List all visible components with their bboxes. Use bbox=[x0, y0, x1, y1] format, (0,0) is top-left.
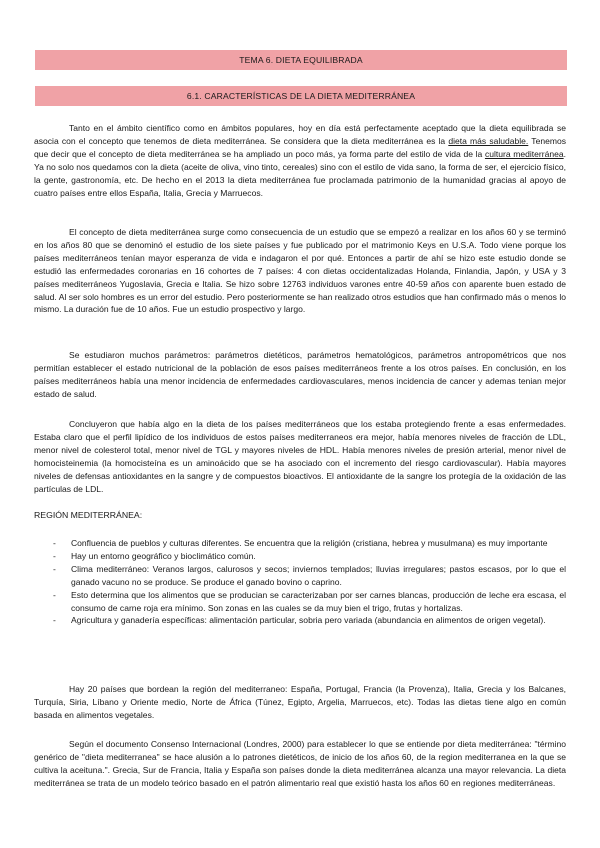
list-item bbox=[34, 614, 566, 627]
list-item-text: Esto determina que los alimentos que se producian se caracterizaban por ser carnes blancas, producción de leche era escasa, el consumo de carne roja era mínimo. Son zonas en las cuales se da muy bien el trigo, frutas y hortalizas. bbox=[71, 589, 566, 613]
paragraph-conclusions bbox=[34, 418, 566, 495]
paragraph-countries-text: Hay 20 países que bordean la región del mediterraneo: España, Portugal, Francia (la Provenza), Italia, Grecia y los Balcanes, Turquía, Siria, Líbano y Oriente medio, Norte de África (Túnez, Egipto, Argelia, Marruecos, etc). Todas las dietas tiene algo en común basada en alimentos vegetales. bbox=[34, 684, 566, 720]
paragraph-intro-text-b: Tenemos que decir que el concepto de dieta mediterránea se ha ampliado un poco más, ya forma parte del estilo de vida de la bbox=[34, 135, 566, 159]
list-item-text: Hay un entorno geográfico y bioclimático común. bbox=[71, 550, 256, 561]
paragraph-consensus bbox=[34, 738, 566, 790]
paragraph-intro bbox=[34, 122, 566, 199]
underlined-healthy-diet: dieta más saludable. bbox=[448, 135, 529, 146]
list-item bbox=[34, 589, 566, 615]
bullet-dash: - bbox=[53, 550, 56, 561]
bullet-dash: - bbox=[53, 538, 56, 548]
list-item bbox=[34, 550, 566, 563]
paragraph-seven-countries bbox=[34, 226, 566, 316]
bullet-dash: - bbox=[53, 615, 56, 626]
section-title: 6.1. CARACTERÍSTICAS DE LA DIETA MEDITERRÁNEA bbox=[35, 86, 567, 106]
list-item-text: Clima mediterráneo: Veranos largos, calurosos y secos; inviernos templados; lluvias irregulares; pastos escasos, por lo que el ganado vacuno no se produce. Se produce el ganado bovino o caprino. bbox=[71, 563, 566, 587]
region-list bbox=[34, 537, 566, 627]
paragraph-consensus-text: Según el documento Consenso Internacional (Londres, 2000) para establecer lo que se entiende por dieta mediterránea: "término genérico de "dieta mediterranea" se hace alusión a lo patrones dietéticos, de inicio de los años 60, de la region mediterranea en la que se cultiva la aceituna.". Grecia, Sur de Francia, Italia y España son países donde la dieta mediterránea alcanza una mayor relevancia. La dieta mediterránea se trata de un modelo teórico basado en el patrón alimentario real que existió hasta los años 60 en regiones mediterráneas. bbox=[34, 739, 566, 788]
paragraph-intro-text-a: Tanto en el ámbito científico como en ámbitos populares, hoy en día está perfectamente aceptado que la dieta equilibrada se asocia con el concepto que tenemos de dieta mediterránea. Se considera que la dieta mediterránea es la bbox=[34, 123, 566, 146]
paragraph-seven-countries-text: El concepto de dieta mediterránea surge como consecuencia de un estudio que se empezó a realizar en los años 60 y se terminó en los años 80 que se denominó el estudio de los siete países y fue publicado por el matrimonio Keys en U.S.A. Todo viene porque los países mediterráneos tenían mayor esperanza de vida e indagaron el por qué. Entonces a partir de ahí se hizo este estudio donde se estudió las enfermedades coronarias en 16 cohortes de 7 países: 4 con dietas occidentalizadas Holanda, Finlandia, Japón, y USA y 3 países mediterráneos Yugoslavia, Grecia e Italia. Se hizo sobre 12763 individuos varones entre 40-59 años con aparente buen estado de salud. Al ser solo hombres es un error del estudio. Pero posteriormente se han realizado otros estudios que han confirmado más o menos lo mismo. La duración fue de 10 años. Fue un estudio prospectivo y largo. bbox=[34, 227, 566, 315]
paragraph-countries bbox=[34, 683, 566, 722]
bullet-dash: - bbox=[53, 589, 56, 600]
underlined-mediterranean-culture: cultura mediterránea bbox=[484, 148, 564, 159]
region-heading: REGIÓN MEDITERRÁNEA: bbox=[34, 510, 143, 520]
paragraph-parameters bbox=[34, 349, 566, 401]
list-item-text: Agricultura y ganadería específicas: alimentación particular, sobria pero variada (abundancia en alimentos de origen vegetal). bbox=[71, 615, 546, 626]
list-item-text: Confluencia de pueblos y culturas diferentes. Se encuentra que la religión (cristiana, hebrea y musulmana) es muy importante bbox=[71, 538, 548, 548]
bullet-dash: - bbox=[53, 563, 56, 574]
paragraph-conclusions-text: Concluyeron que había algo en la dieta de los países mediterráneos que los estaba protegiendo frente a esas enfermedades. Estaba claro que el perfil lipídico de los individuos de estos países mediterraneos era mejor, había menores niveles de fracción de LDL, menor nivel de colesterol total, menor nivel de TGL y mayores niveles de HDL. Había menores niveles de presión arterial, menor nivel de homocisteinemia (la homocisteína es un aminoácido que se ha asociado con el incremento del riesgo cardiovascular). Había mayores niveles de defensas antioxidantes en la sangre y de compuestos bioactivos. El antioxidante de la sangre los protegía de la oxidación de las partículas de LDL. bbox=[34, 419, 566, 494]
paragraph-intro-text-c: . Ya no solo nos quedamos con la dieta (aceite de oliva, vino tinto, cereales) sino con el estilo de vida sano, la forma de ser, el ejercicio físico, la gente, gastronomía, etc. De hecho en el 2013 la dieta mediterránea fue proclamada patrimonio de la humanidad gracias al apoyo de cuatro países entre ellos España, Italia, Grecia y Marruecos. bbox=[34, 148, 566, 198]
page-title: TEMA 6. DIETA EQUILIBRADA bbox=[35, 50, 567, 70]
list-item bbox=[34, 563, 566, 589]
list-item bbox=[34, 537, 566, 550]
paragraph-parameters-text: Se estudiaron muchos parámetros: parámetros dietéticos, parámetros hematológicos, parámetros antropométricos que nos permitían establecer el estado nutricional de la población de esos países mediterráneos frente a los otros países. En conclusión, en los países mediterráneos había una menor incidencia de enfermedades cardiovasculares, menos incidencia de cancer y ademas tenian mejor estado de salud. bbox=[34, 350, 566, 399]
